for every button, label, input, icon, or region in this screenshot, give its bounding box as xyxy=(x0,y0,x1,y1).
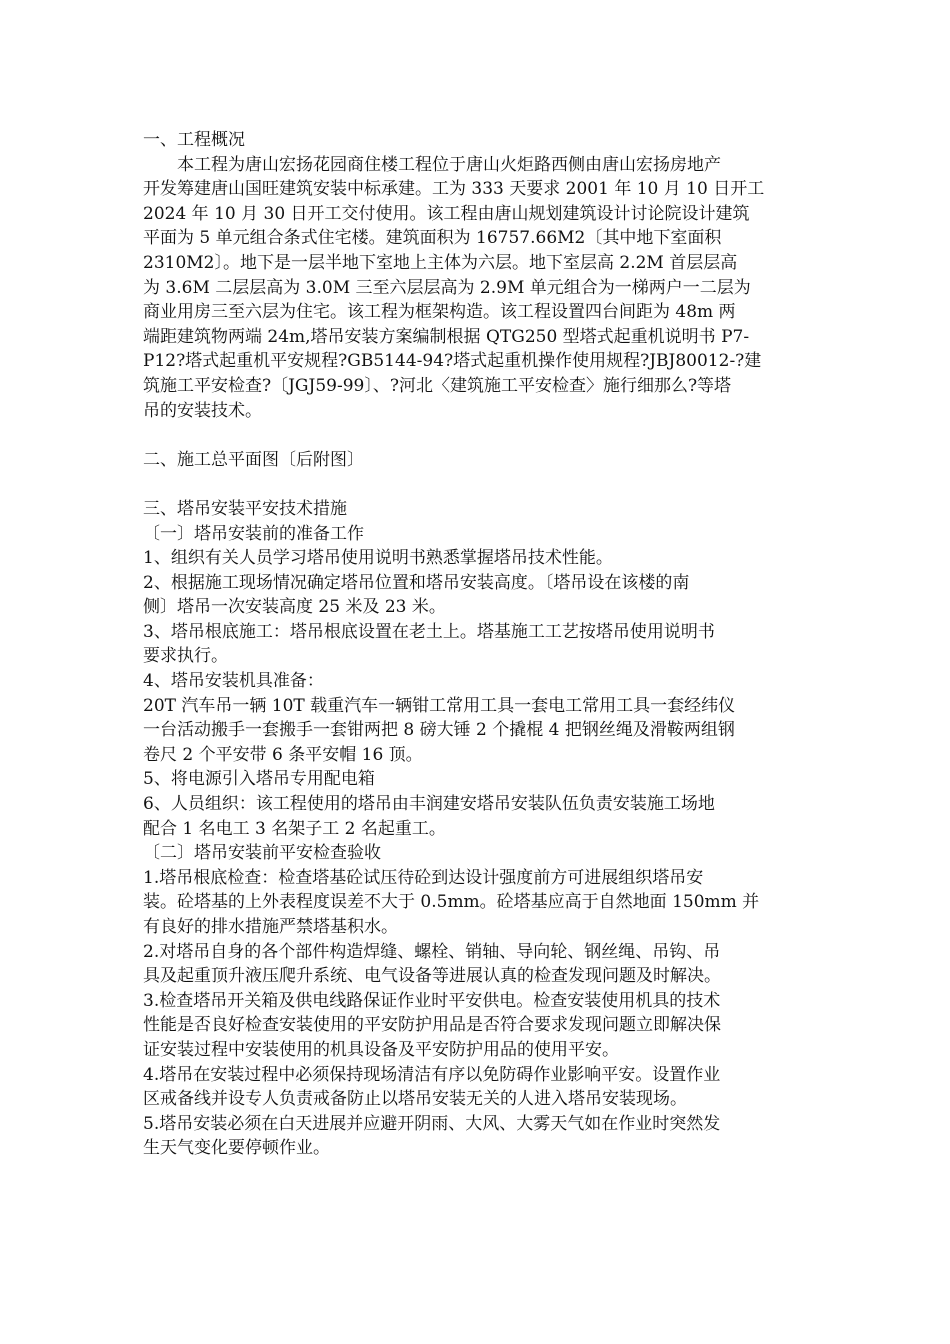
text-line: 平面为 5 单元组合条式住宅楼。建筑面积为 16757.66M2〔其中地下室面积 xyxy=(143,228,722,249)
text-line: 5.塔吊安装必须在白天进展并应避开阴雨、大风、大雾天气如在作业时突然发 xyxy=(143,1113,721,1134)
text-line: 配合 1 名电工 3 名架子工 2 名起重工。 xyxy=(143,818,446,839)
text-line: 证安装过程中安装使用的机具设备及平安防护用品的使用平安。 xyxy=(143,1039,619,1060)
text-line: 〔二〕塔吊安装前平安检查验收 xyxy=(143,843,381,864)
text-line: 〔一〕塔吊安装前的准备工作 xyxy=(143,523,364,544)
text-line: 具及起重顶升液压爬升系统、电气设备等进展认真的检查发现问题及时解决。 xyxy=(143,966,721,987)
text-line: 6、人员组织：该工程使用的塔吊由丰润建安塔吊安装队伍负责安装施工场地 xyxy=(143,794,715,815)
text-line: 2.对塔吊自身的各个部件构造焊缝、螺栓、销轴、导向轮、钢丝绳、吊钩、吊 xyxy=(143,941,721,962)
text-line: 1.塔吊根底检查：检查塔基砼试压待砼到达设计强度前方可进展组织塔吊安 xyxy=(143,867,704,888)
text-line: 筑施工平安检查?〔JGJ59-99〕、?河北〈建筑施工平安检查〉施行细那么?等塔 xyxy=(143,375,732,396)
text-line: 二、施工总平面图〔后附图〕 xyxy=(143,449,364,470)
text-line: 一、工程概况 xyxy=(143,130,245,150)
text-line: 三、塔吊安装平安技术措施 xyxy=(143,498,347,519)
text-line: 装。砼塔基的上外表程度误差不大于 0.5mm。砼塔基应高于自然地面 150mm 并 xyxy=(143,892,760,913)
text-line: 为 3.6M 二层层高为 3.0M 三至六层层高为 2.9M 单元组合为一梯两户一二层为 xyxy=(143,277,751,298)
text-line: 20T 汽车吊一辆 10T 载重汽车一辆钳工常用工具一套电工常用工具一套经纬仪 xyxy=(143,695,736,716)
text-line: 4.塔吊在安装过程中必须保持现场清洁有序以免防碍作业影响平安。设置作业 xyxy=(143,1064,721,1085)
text-line: 有良好的排水措施严禁塔基积水。 xyxy=(143,917,398,937)
text-line: 侧〕塔吊一次安装高度 25 米及 23 米。 xyxy=(143,597,446,618)
text-line: 性能是否良好检查安装使用的平安防护用品是否符合要求发现问题立即解决保 xyxy=(143,1015,721,1036)
text-line: 4、塔吊安装机具准备： xyxy=(143,671,324,692)
text-line: 本工程为唐山宏扬花园商住楼工程位于唐山火炬路西侧由唐山宏扬房地产 xyxy=(143,154,721,175)
text-line: P12?塔式起重机平安规程?GB5144-94?塔式起重机操作使用规程?JBJ80012-?建 xyxy=(143,351,762,372)
text-line: 5、将电源引入塔吊专用配电箱 xyxy=(143,769,375,790)
blank-line xyxy=(143,423,823,448)
text-line: 3.检查塔吊开关箱及供电线路保证作业时平安供电。检查安装使用机具的技术 xyxy=(143,990,721,1011)
text-line: 区戒备线并设专人负责戒备防止以塔吊安装无关的人进入塔吊安装现场。 xyxy=(143,1089,687,1110)
document-body xyxy=(143,128,823,1161)
text-line: 吊的安装技术。 xyxy=(143,400,262,421)
text-line: 1、组织有关人员学习塔吊使用说明书熟悉掌握塔吊技术性能。 xyxy=(143,548,613,569)
text-line: 要求执行。 xyxy=(143,646,228,667)
text-line: 2024 年 10 月 30 日开工交付使用。该工程由唐山规划建筑设计讨论院设计建筑 xyxy=(143,203,750,224)
blank-line xyxy=(143,472,823,497)
text-line: 2、根据施工现场情况确定塔吊位置和塔吊安装高度。〔塔吊设在该楼的南 xyxy=(143,572,690,593)
text-line: 一台活动搬手一套搬手一套钳两把 8 磅大锤 2 个撬棍 4 把钢丝绳及滑鞍两组钢 xyxy=(143,720,735,741)
text-line: 卷尺 2 个平安带 6 条平安帽 16 顶。 xyxy=(143,744,423,765)
text-line: 开发筹建唐山国旺建筑安装中标承建。工为 333 天要求 2001 年 10 月 10 日开工 xyxy=(143,179,765,200)
text-line: 端距建筑物两端 24m,塔吊安装方案编制根据 QTG250 型塔式起重机说明书 P7- xyxy=(143,326,750,347)
text-line: 商业用房三至六层为住宅。该工程为框架构造。该工程设置四台间距为 48m 两 xyxy=(143,302,736,323)
text-line: 生天气变化要停顿作业。 xyxy=(143,1138,330,1159)
text-line: 2310M2〕。地下是一层半地下室地上主体为六层。地下室层高 2.2M 首层层高 xyxy=(143,252,738,273)
text-line: 3、塔吊根底施工：塔吊根底设置在老土上。塔基施工工艺按塔吊使用说明书 xyxy=(143,621,715,642)
